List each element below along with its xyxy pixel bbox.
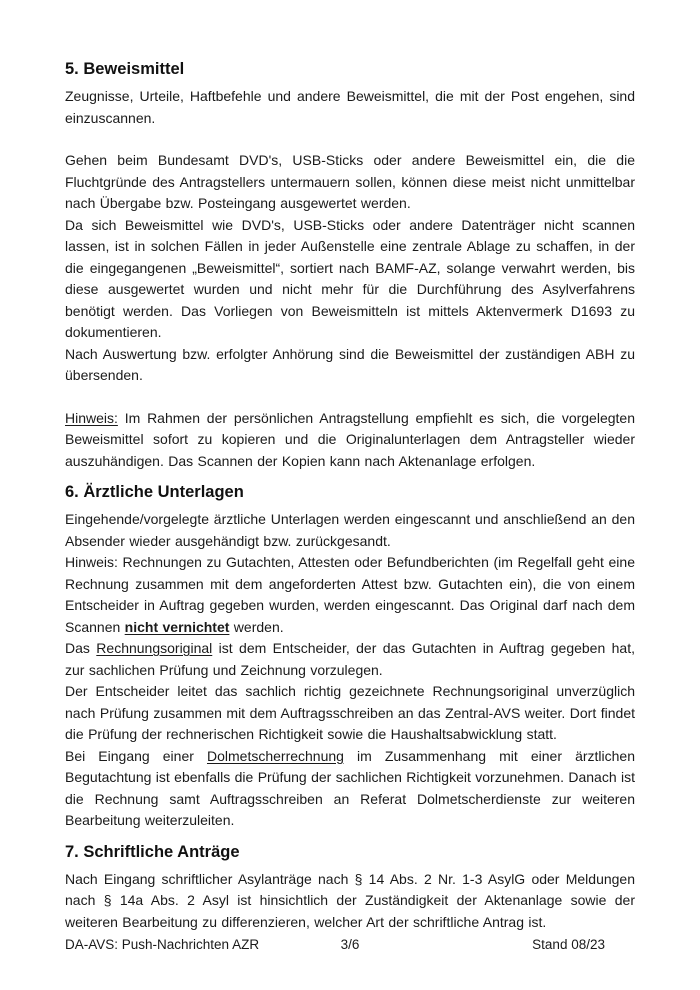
paragraph-text: ist dem Entscheider, der das Gutachten in Auftrag gegeben hat, zur sachlichen Prüfung und Zeichnung vorzulegen. <box>65 640 635 678</box>
paragraph-text: Hinweis: Rechnungen zu Gutachten, Attesten oder Befundberichten (im Regelfall geht eine Rechnung zusammen mit dem angeforderten Attest bzw. Gutachten ein), die von einem Entscheider in Auftrag gegeben wurden, werden eingescannt. Das Original darf nach dem Scannen <box>65 554 635 635</box>
underline-rechnungsoriginal: Rechnungsoriginal <box>96 640 213 656</box>
underline-dolmetscherrechnung: Dolmetscherrechnung <box>206 747 344 764</box>
paragraph: Zeugnisse, Urteile, Haftbefehle und andere Beweismittel, die mit der Post engehen, sind einzuscannen. <box>65 88 635 126</box>
section-heading-aerztliche-unterlagen: 6. Ärztliche Unterlagen <box>65 483 244 501</box>
footer-document-title: DA-AVS: Push-Nachrichten AZR <box>65 937 260 952</box>
paragraph-text: Das <box>65 640 97 656</box>
footer-page-number: 3/6 <box>340 937 360 952</box>
footer-version-stand: Stand 08/23 <box>532 937 605 952</box>
hinweis-text: Im Rahmen der persönlichen Antragstellung empfiehlt es sich, die vorgelegten Beweismittel sofort zu kopieren und die Originalunterlagen dem Antragsteller wieder auszuhändigen. Das Scannen der Kopien kann nach Aktenanlage erfolgen. <box>65 409 635 469</box>
paragraph-text: werden. <box>229 618 284 635</box>
paragraph-hinweis <box>65 408 635 473</box>
document-content <box>65 58 635 933</box>
section-heading-schriftliche-antraege: 7. Schriftliche Anträge <box>65 842 240 861</box>
hinweis-label: Hinweis: <box>65 409 118 426</box>
page-footer <box>0 936 700 954</box>
paragraph: Gehen beim Bundesamt DVD's, USB-Sticks oder andere Beweismittel ein, die die Fluchtgründe des Antragstellers untermauern sollen, können diese meist nicht unmittelbar nach Übergabe bzw. Posteingang ausgewertet werden. <box>65 152 635 211</box>
paragraph: Eingehende/vorgelegte ärztliche Unterlagen werden eingescannt und anschließend an den Absender wieder ausgehändigt bzw. zurückgesandt. <box>65 511 635 549</box>
paragraph-text: Bei Eingang einer <box>65 747 207 764</box>
section-heading-beweismittel: 5. Beweismittel <box>65 60 185 78</box>
emphasis-nicht-vernichtet: nicht vernichtet <box>124 618 230 635</box>
paragraph: Nach Eingang schriftlicher Asylanträge nach § 14 Abs. 2 Nr. 1-3 AsylG oder Meldungen nach § 14a Abs. 2 Asyl ist hinsichtlich der Zuständigkeit der Aktenanlage sowie der weiteren Bearbeitung zu differenzieren, welcher Art der schriftliche Antrag ist. <box>65 870 635 930</box>
paragraph-hinweis-rechnungen <box>65 552 635 638</box>
paragraph <box>65 638 635 681</box>
paragraph <box>65 746 635 832</box>
paragraph-text: im Zusammenhang mit einer ärztlichen Begutachtung ist ebenfalls die Prüfung der sachlichen Richtigkeit vorzunehmen. Danach ist die Rechnung samt Auftragsschreiben an Referat Dolmetscherdienste zur weiteren Bearbeitung weiterzuleiten. <box>65 747 635 828</box>
paragraph: Da sich Beweismittel wie DVD's, USB-Sticks oder andere Datenträger nicht scannen lassen, ist in solchen Fällen in jeder Außenstelle eine zentrale Ablage zu schaffen, in der die eingegangenen „Beweismittel“, sortiert nach BAMF-AZ, solange verwahrt werden, bis diese ausgewertet wurden und nicht mehr für die Durchführung des Asylverfahrens benötigt werden. Das Vorliegen von Beweismitteln ist mittels Aktenvermerk D1693 zu dokumentieren. <box>65 216 635 340</box>
paragraph: Der Entscheider leitet das sachlich richtig gezeichnete Rechnungsoriginal unverzüglich nach Prüfung zusammen mit dem Auftragsschreiben an das Zentral-AVS weiter. Dort findet die Prüfung der rechnerischen Richtigkeit sowie die Haushaltsabwicklung statt. <box>65 683 635 742</box>
paragraph: Nach Auswertung bzw. erfolgter Anhörung sind die Beweismittel der zuständigen ABH zu übersenden. <box>65 345 635 383</box>
